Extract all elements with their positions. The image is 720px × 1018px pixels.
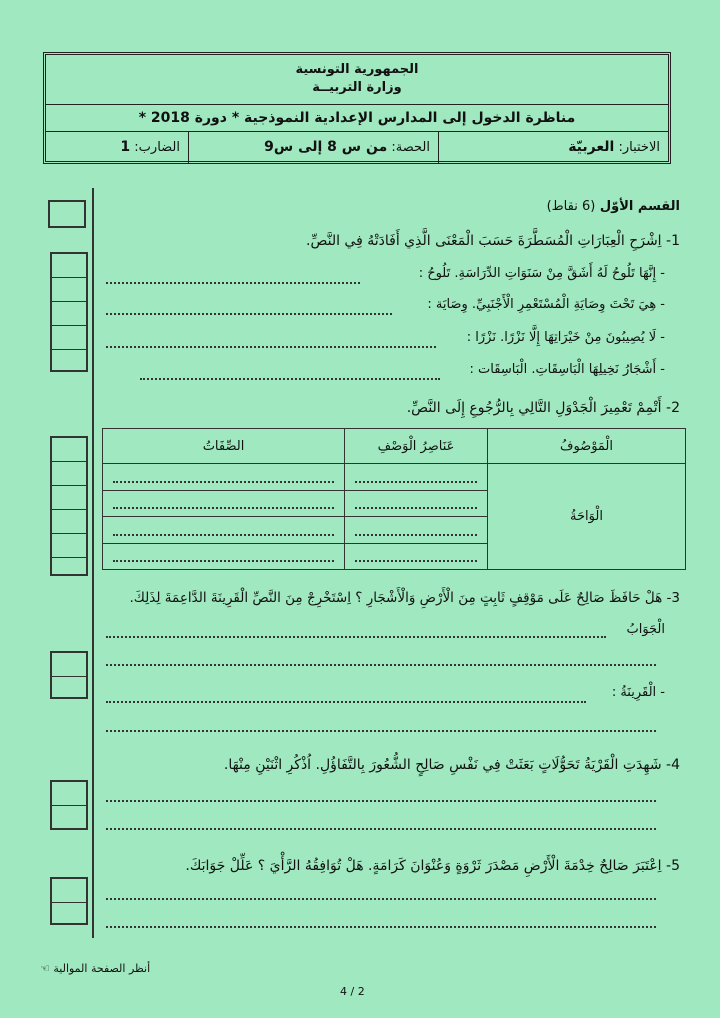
q2-prompt: 2- أَتْمِمْ تَعْمِيرَ الْجَدْوَلِ التَّالِي بِالرُّجُوعِ إِلَى النَّصِّ. (406, 400, 680, 416)
q3-answer-line-1[interactable] (106, 636, 606, 638)
attribute-cell[interactable] (103, 517, 345, 544)
q5-score-boxes[interactable] (50, 877, 88, 925)
element-cell[interactable] (345, 490, 488, 517)
session-value: من س 8 إلى س9 (264, 139, 388, 155)
q1-score-boxes[interactable] (50, 252, 88, 372)
q1-answer-line-1[interactable] (106, 282, 360, 284)
q3-answer-label: الْجَوَابُ (626, 622, 665, 637)
country-name: الجمهورية التونسية (295, 62, 419, 77)
page-number: 4 / 2 (340, 985, 365, 998)
q3-clue-line-1[interactable] (106, 701, 586, 703)
table-row (103, 464, 686, 491)
subject-label: الاختبار: (618, 140, 660, 155)
coefficient-label: الضارب: (134, 140, 180, 155)
q3-score-boxes[interactable] (50, 651, 88, 699)
margin-line (92, 188, 94, 938)
attribute-cell[interactable] (103, 543, 345, 570)
description-table (102, 428, 686, 570)
coefficient-value: 1 (120, 139, 131, 155)
col-attributes: الصِّفَاتُ (103, 429, 345, 464)
q1-answer-line-2[interactable] (106, 313, 392, 315)
col-described: الْمَوْصُوفُ (488, 429, 686, 464)
q4-prompt: 4- شَهِدَتِ الْقَرْيَةُ تَحَوُّلَاتٍ بَعَثَتْ فِي نَفْسِ صَالِحٍ الشُّعُورَ بِالتَّفَاؤُلِ. اُذْكُرِ اثْنَيْنِ مِنْهَا. (223, 757, 680, 773)
col-elements: عَنَاصِرُ الْوَصْفِ (345, 429, 488, 464)
described-oasis: الْوَاحَةُ (488, 464, 686, 570)
q3-prompt: 3- هَلْ حَافَظَ صَالِحٌ عَلَى مَوْقِفٍ ثَابِتٍ مِنَ الْأَرْضِ وَالْأَشْجَارِ ؟ اِسْتَخْرِجْ مِنَ النَّصِّ الْقَرِينَةَ الدَّاعِمَةَ لِذَلِكَ. (129, 590, 680, 606)
q5-answer-line-2[interactable] (106, 926, 656, 928)
q1-answer-line-4[interactable] (140, 378, 440, 380)
q2-score-boxes[interactable] (50, 436, 88, 576)
q1-answer-line-3[interactable] (106, 346, 436, 348)
section-title (547, 199, 680, 214)
next-page-note (40, 962, 150, 975)
session-label: الحصة: (391, 140, 430, 155)
subject-value: العربيّة (568, 139, 615, 155)
exam-header (43, 52, 671, 164)
q1-item-4: - أَشْجَارُ نَخِيلِهَا الْبَاسِقَاتِ. الْبَاسِقَات : (469, 362, 665, 377)
q4-answer-line-2[interactable] (106, 828, 656, 830)
q5-prompt: 5- اِعْتَبَرَ صَالِحٌ خِدْمَةَ الْأَرْضِ مَصْدَرَ ثَرْوَةٍ وَعُنْوَانَ كَرَامَةٍ. هَلْ تُوَافِقُهُ الرَّأْيَ ؟ عَلِّلْ جَوَابَكَ. (185, 858, 680, 874)
header-institution (46, 55, 668, 105)
section-score-box[interactable] (48, 200, 86, 228)
element-cell[interactable] (345, 464, 488, 491)
coefficient-cell (46, 132, 188, 163)
pointing-hand-icon: ☜ (40, 962, 50, 975)
ministry-name: وزارة التربيــة (312, 80, 402, 95)
element-cell[interactable] (345, 543, 488, 570)
section-points: (6 نقاط) (546, 199, 596, 214)
q3-clue-label: - الْقَرِينَةُ : (611, 685, 665, 700)
subject-cell (438, 132, 668, 163)
q5-answer-line-1[interactable] (106, 898, 656, 900)
attribute-cell[interactable] (103, 490, 345, 517)
attribute-cell[interactable] (103, 464, 345, 491)
q4-score-boxes[interactable] (50, 780, 88, 830)
q3-answer-line-2[interactable] (106, 664, 656, 666)
q1-item-3: - لَا يُصِيبُونَ مِنْ خَيْرَاتِهَا إِلَّا نَزْرًا. نَزْرًا : (466, 330, 665, 345)
element-cell[interactable] (345, 517, 488, 544)
table-header-row (103, 429, 686, 464)
q1-item-1: - إِنَّهَا تَلُوحُ لَهُ أَشَقَّ مِنْ سَنَوَاتِ الدِّرَاسَةِ. تَلُوحُ : (418, 266, 665, 281)
section-title-text: القسم الأوّل (599, 199, 680, 214)
exam-info-row (46, 132, 668, 163)
q3-clue-line-2[interactable] (106, 730, 656, 732)
q1-item-2: - هِيَ تَحْتَ وِصَايَةِ الْمُسْتَعْمِرِ الْأَجْنَبِيِّ. وِصَايَة : (427, 297, 665, 312)
q4-answer-line-1[interactable] (106, 800, 656, 802)
session-cell (188, 132, 438, 163)
exam-title: مناظرة الدخول إلى المدارس الإعدادية النموذجية * دورة 2018 * (46, 105, 668, 132)
next-page-text: أنظر الصفحة الموالية (53, 962, 151, 975)
q1-prompt: 1- اِشْرَحِ الْعِبَارَاتِ الْمُسَطَّرَةَ حَسَبَ الْمَعْنَى الَّذِي أَفَادَتْهُ فِي النَّصِّ. (306, 233, 680, 249)
